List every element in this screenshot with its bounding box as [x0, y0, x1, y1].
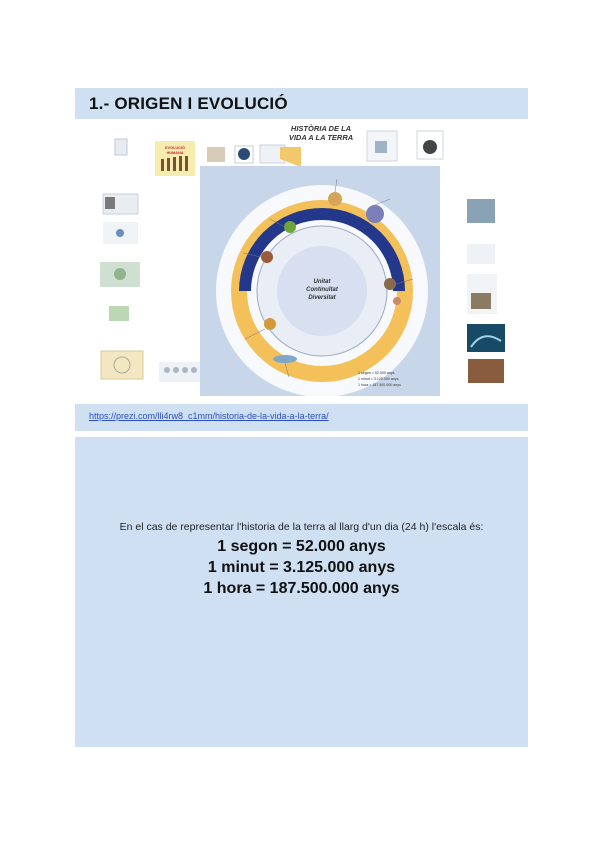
center-label1: Unitat	[313, 279, 331, 285]
scale-line-seconds: 1 segon = 52.000 anys	[217, 538, 386, 555]
rock-icon	[384, 278, 396, 290]
thumbnail	[467, 244, 495, 264]
section-header	[75, 88, 528, 119]
prezi-link[interactable]: https://prezi.com/lli4rw8_c1mm/historia-de-la-vida-a-la-terra/	[89, 411, 329, 421]
thumbnail	[207, 147, 225, 162]
figure-legend-line1: 1 segon = 52.000 anys	[358, 371, 395, 375]
thumbnail	[467, 324, 505, 352]
globe-icon	[238, 148, 250, 160]
prezi-preview[interactable]	[75, 119, 528, 404]
organism-icon	[328, 192, 342, 206]
scale-intro: En el cas de representar l'historia de la terra al llarg d'un dia (24 h) l'escala és:	[119, 521, 484, 533]
figure-title-line2: VIDA A LA TERRA	[288, 133, 354, 142]
planet-icon	[366, 205, 384, 223]
figure-legend-line2: 1 minut = 3.125.000 anys	[358, 377, 399, 381]
fern-icon	[284, 221, 296, 233]
section-title: 1.- ORIGEN I EVOLUCIÓ	[89, 94, 288, 113]
fossil-icon	[261, 251, 273, 263]
scale-line-minutes: 1 minut = 3.125.000 anys	[207, 559, 396, 576]
thumbnail	[115, 139, 127, 155]
thumbnail	[101, 351, 143, 379]
link-bar	[75, 404, 528, 431]
cell-icon	[114, 268, 126, 280]
cell-icon	[393, 297, 401, 305]
timeline-thumbnail	[280, 147, 301, 167]
center-label3: Diversitat	[308, 295, 336, 301]
evolucio-thumb-label2: HUMANA	[166, 151, 184, 155]
trilobite-icon	[264, 318, 276, 330]
evolucio-thumb-label1: EVOLUCIÓ	[165, 146, 185, 150]
thumbnail	[375, 141, 387, 153]
scale-line-hours: 1 hora = 187.500.000 anys	[203, 580, 400, 597]
center-label2: Continuïtat	[306, 287, 338, 293]
thumbnail	[105, 197, 115, 209]
thumbnail	[471, 293, 491, 309]
prezi-canvas-svg	[75, 119, 528, 404]
figure-title-line1: HISTÒRIA DE LA	[290, 124, 352, 133]
scale-panel	[75, 437, 528, 747]
planet-icon	[423, 140, 437, 154]
figure-legend-line3: 1 hora = 187.500.000 anys	[358, 383, 401, 387]
diagram-icon	[116, 229, 124, 237]
fish-icon	[273, 355, 297, 363]
thumbnail	[467, 199, 495, 223]
thumbnail	[109, 306, 129, 321]
thumbnail	[468, 359, 504, 383]
